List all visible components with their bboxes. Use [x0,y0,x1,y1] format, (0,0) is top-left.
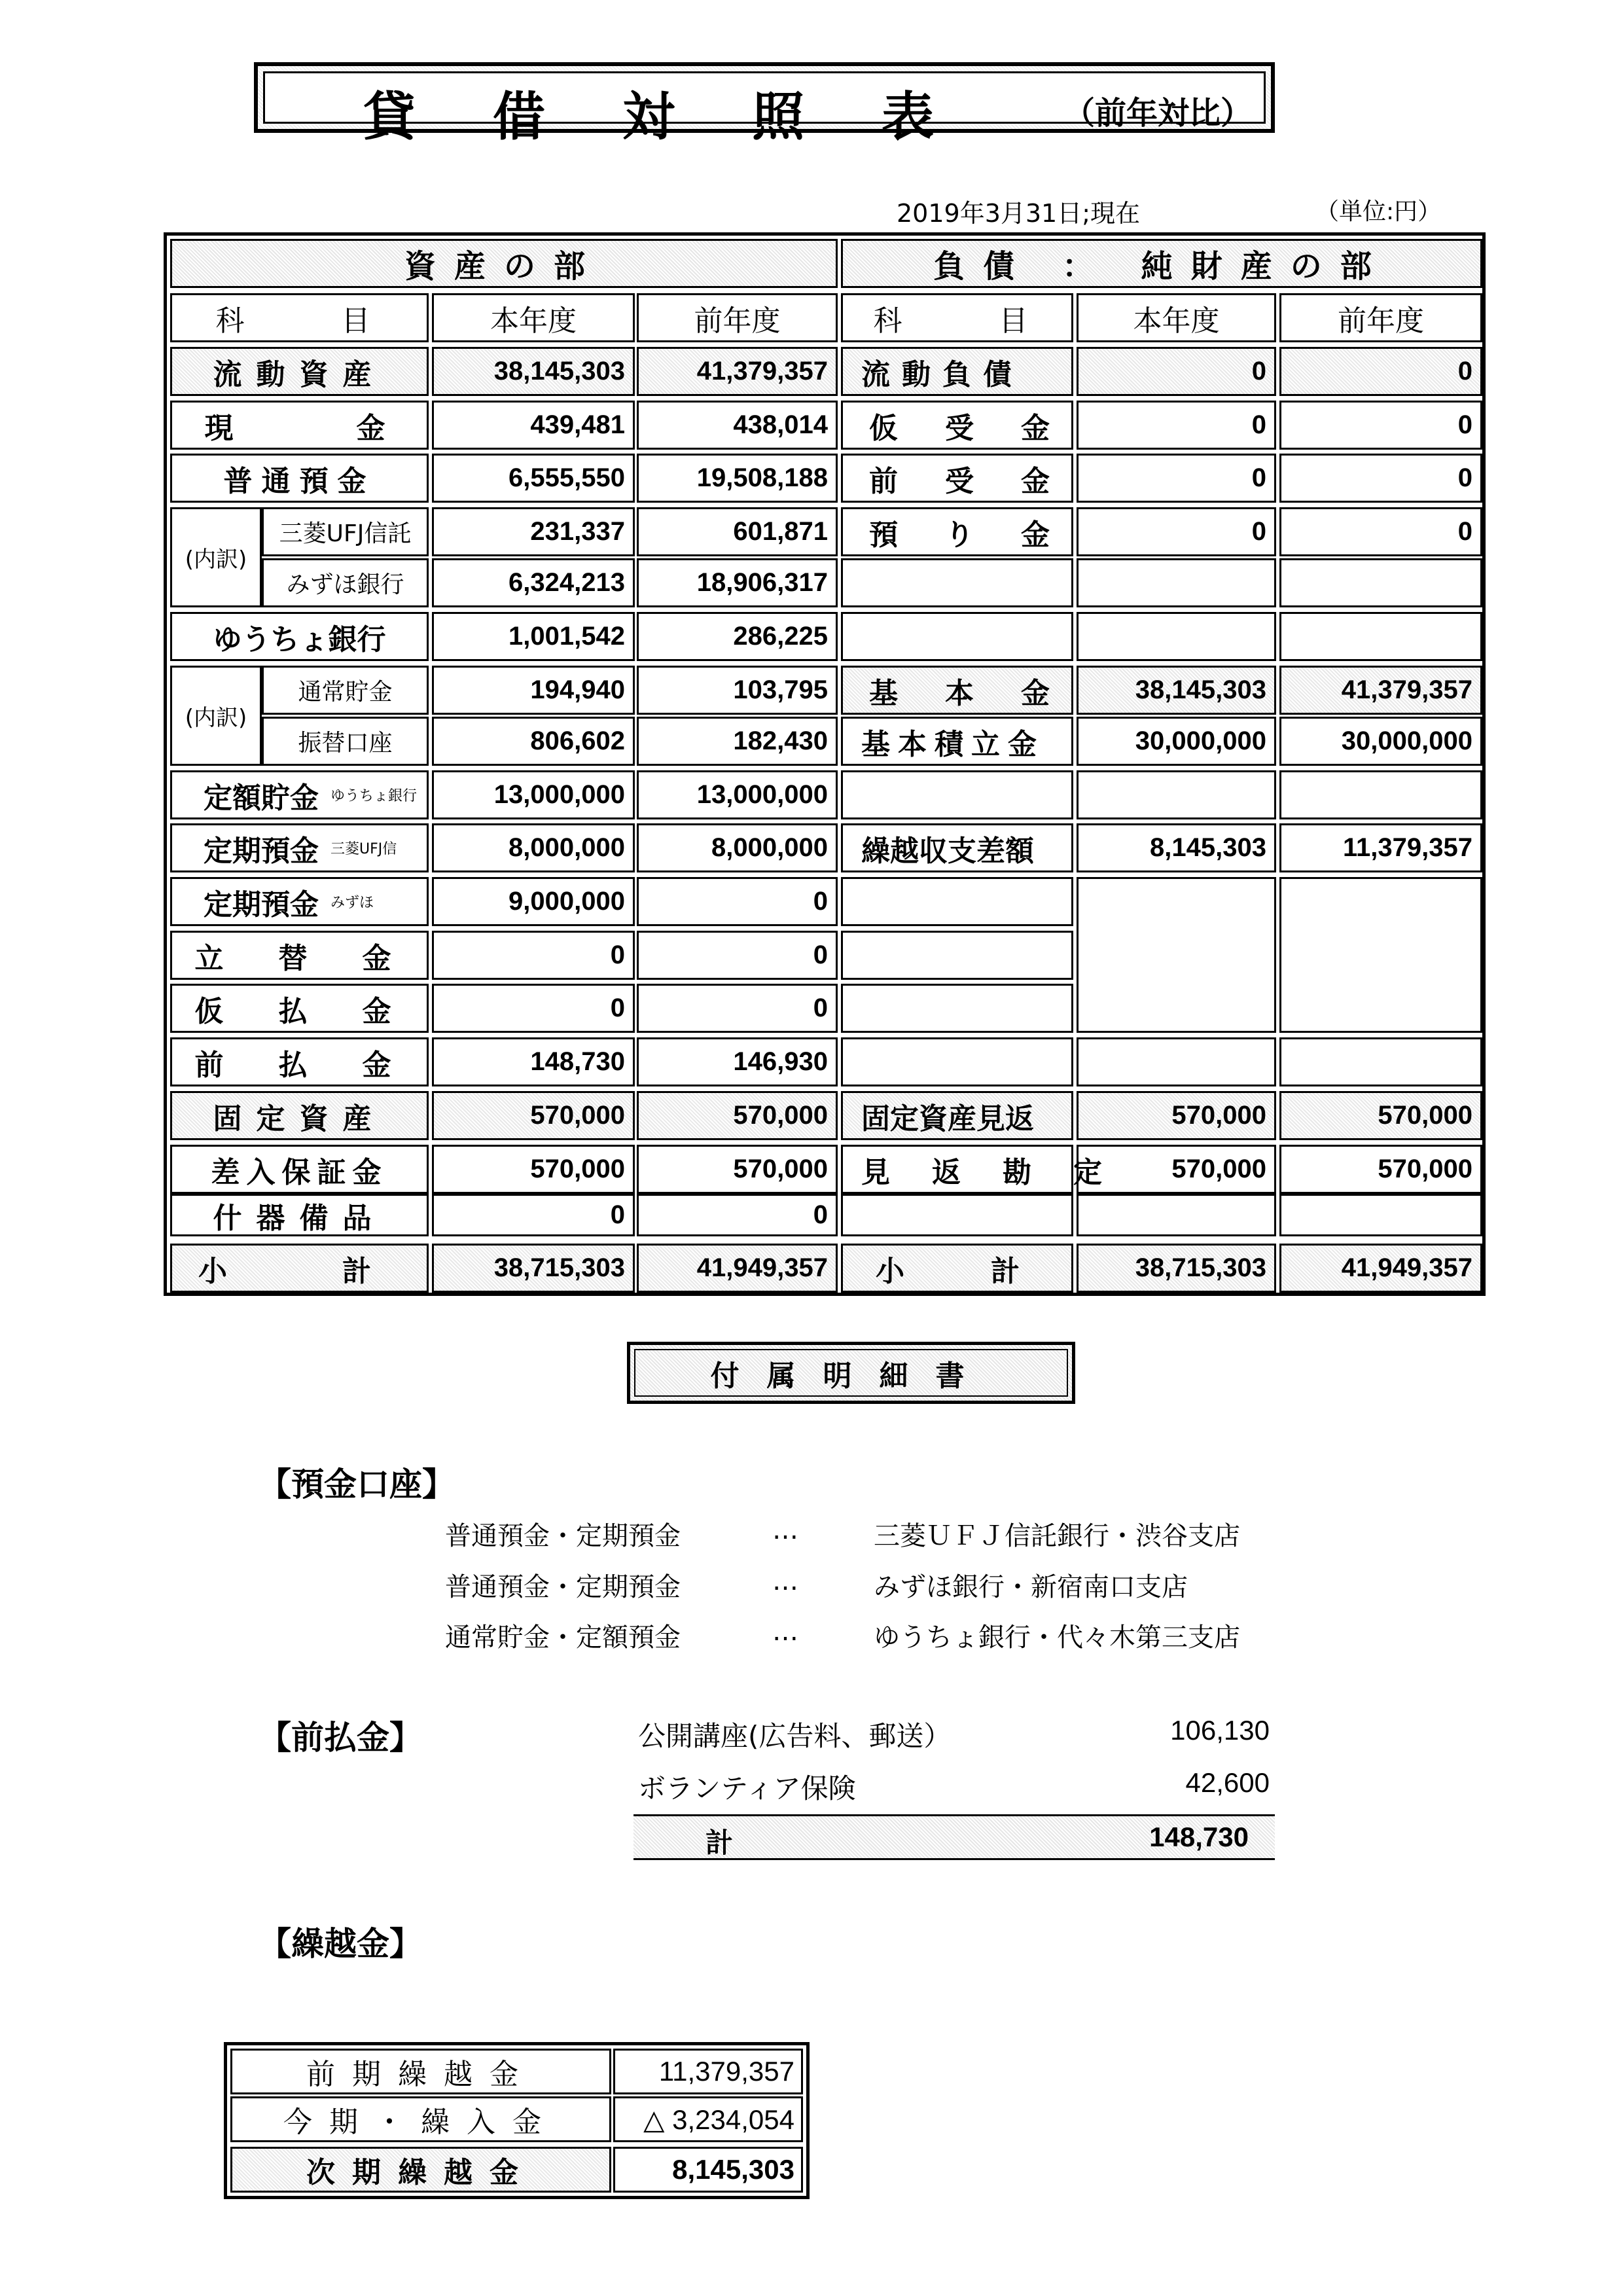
carryover-balance-cy: 8,145,303 [1077,823,1276,872]
col-header-current: 本年度 [432,293,635,342]
carryover-label: 次期繰越金 [230,2147,611,2193]
fixed-amount-savings-name: 定額貯金 [204,781,319,815]
prepaid-cy: 148,730 [432,1037,635,1086]
carryover-value: △ 3,234,054 [613,2096,803,2142]
guarantee-deposit-cy: 570,000 [432,1145,635,1194]
prepaid-item-label: ボランティア保険 [638,1772,856,1804]
empty-cell [1077,1194,1276,1236]
mufg-trust-label: 三菱UFJ信託 [262,507,429,556]
prepaid-py: 146,930 [637,1037,838,1086]
normal-savings-cy: 194,940 [432,666,635,715]
carryover-title: 【繰越金】 [259,1925,422,1963]
empty-cell [841,931,1073,980]
deposit-type: 普通預金・定期預金 [445,1521,681,1551]
fixed-assets-label: 固定資産 [170,1091,429,1140]
basic-fund-label: 基 本 金 [841,666,1073,715]
empty-cell [1279,1037,1482,1086]
attachment-title: 付属明細書 [634,1349,1068,1397]
empty-cell [841,770,1073,819]
advances-cy: 0 [432,931,635,980]
empty-cell [1279,612,1482,661]
equipment-cy: 0 [432,1194,635,1236]
empty-cell [1077,770,1276,819]
equipment-py: 0 [637,1194,838,1236]
guarantee-deposit-py: 570,000 [637,1145,838,1194]
suspense-payment-cy: 0 [432,984,635,1033]
as-of-date: 2019年3月31日;現在 [897,199,1141,228]
col-header-item: 科 目 [841,293,1073,342]
basic-fund-py: 41,379,357 [1279,666,1482,715]
deposit-bank: みずほ銀行・新宿南口支店 [874,1572,1188,1602]
document-title: 貸借対照表 [363,86,1011,147]
deposit-accounts-title: 【預金口座】 [259,1465,455,1503]
carryover-balance-py: 11,379,357 [1279,823,1482,872]
fixed-asset-offset-label: 固定資産見返 [841,1091,1073,1140]
empty-cell [841,1194,1073,1236]
cash-cy: 439,481 [432,401,635,450]
fixed-asset-offset-cy: 570,000 [1077,1091,1276,1140]
normal-savings-py: 103,795 [637,666,838,715]
suspense-receipt-py: 0 [1279,401,1482,450]
empty-cell [841,1037,1073,1086]
document-title-inner [263,71,1266,147]
col-header-prior: 前年度 [1279,293,1482,342]
deposit-sep: … [772,1515,798,1545]
mizuho-py: 18,906,317 [637,558,838,607]
deposits-received-py: 0 [1279,507,1482,556]
fixed-amount-savings-note: ゆうちょ銀行 [330,788,418,804]
mizuho-label: みずほ銀行 [262,558,429,607]
carryover-label: 今期・繰入金 [230,2096,611,2142]
offset-account-label: 見 返 勘 定 [841,1145,1073,1194]
balance-sheet-table [164,232,1486,1296]
deposits-received-cy: 0 [1077,507,1276,556]
prepaid-label: 前 払 金 [170,1037,429,1086]
prepaid-total-value: 148,730 [1149,1821,1249,1852]
prepaid-item-label: 公開講座(広告料、郵送） [638,1720,952,1752]
assets-section-header: 資産の部 [170,239,838,288]
empty-cell [1279,877,1482,1033]
empty-cell [841,612,1073,661]
empty-cell [841,877,1073,926]
carryover-value: 11,379,357 [613,2049,803,2094]
time-deposit-mufg-name: 定期預金 [204,834,319,868]
equipment-label: 什器備品 [170,1194,429,1236]
basic-fund-cy: 38,145,303 [1077,666,1276,715]
empty-cell [1077,558,1276,607]
suspense-payment-py: 0 [637,984,838,1033]
advances-py: 0 [637,931,838,980]
current-liabilities-label: 流動負債 [841,347,1073,396]
empty-cell [1279,770,1482,819]
advances-label: 立 替 金 [170,931,429,980]
assets-subtotal-label: 小 計 [170,1244,429,1293]
col-header-item: 科 目 [170,293,429,342]
time-deposit-mufg-label [170,823,429,872]
col-header-current: 本年度 [1077,293,1276,342]
prepaid-item-value: 106,130 [1170,1715,1270,1746]
cash-label: 現 金 [170,401,429,450]
unit-label: （単位:円） [1315,198,1442,225]
deposit-sep: … [772,1617,798,1647]
assets-subtotal-cy: 38,715,303 [432,1244,635,1293]
prepaid-total-row [633,1814,1275,1860]
suspense-receipt-cy: 0 [1077,401,1276,450]
advance-received-cy: 0 [1077,454,1276,503]
time-deposit-mizuho-cy: 9,000,000 [432,877,635,926]
time-deposit-mizuho-note: みずほ [330,895,374,911]
liabilities-section-header: 負債 ： 純財産の部 [841,239,1482,288]
offset-account-py: 570,000 [1279,1145,1482,1194]
transfer-account-py: 182,430 [637,717,838,766]
col-header-prior: 前年度 [637,293,838,342]
carryover-value: 8,145,303 [613,2147,803,2193]
mufg-trust-cy: 231,337 [432,507,635,556]
yucho-py: 286,225 [637,612,838,661]
current-liabilities-py: 0 [1279,347,1482,396]
fixed-amount-savings-cy: 13,000,000 [432,770,635,819]
transfer-account-cy: 806,602 [432,717,635,766]
empty-cell [1077,1037,1276,1086]
deposit-type: 通常貯金・定額預金 [445,1623,681,1653]
cash-py: 438,014 [637,401,838,450]
carryover-balance-label: 繰越収支差額 [841,823,1073,872]
carryover-table [224,2042,810,2199]
mufg-trust-py: 601,871 [637,507,838,556]
current-assets-label: 流動資産 [170,347,429,396]
empty-cell [1077,612,1276,661]
empty-cell [841,558,1073,607]
breakdown-label: (内訳) [170,666,262,766]
time-deposit-mizuho-py: 0 [637,877,838,926]
breakdown-label: (内訳) [170,507,262,607]
fixed-amount-savings-py: 13,000,000 [637,770,838,819]
time-deposit-mizuho-name: 定期預金 [204,888,319,922]
deposit-type: 普通預金・定期預金 [445,1572,681,1602]
liabilities-subtotal-cy: 38,715,303 [1077,1244,1276,1293]
ordinary-deposit-py: 19,508,188 [637,454,838,503]
advance-received-label: 前 受 金 [841,454,1073,503]
advance-received-py: 0 [1279,454,1482,503]
ordinary-deposit-label: 普通預金 [170,454,429,503]
time-deposit-mizuho-label [170,877,429,926]
current-liabilities-cy: 0 [1077,347,1276,396]
empty-cell [1279,558,1482,607]
current-assets-cy: 38,145,303 [432,347,635,396]
ordinary-deposit-cy: 6,555,550 [432,454,635,503]
fixed-amount-savings-label [170,770,429,819]
attachment-title-box [627,1342,1075,1404]
deposits-received-label: 預 り 金 [841,507,1073,556]
suspense-payment-label: 仮 払 金 [170,984,429,1033]
document-title-box [254,62,1275,147]
empty-cell [841,984,1073,1033]
carryover-label: 前期繰越金 [230,2049,611,2094]
guarantee-deposit-label: 差入保証金 [170,1145,429,1194]
fixed-assets-py: 570,000 [637,1091,838,1140]
normal-savings-label: 通常貯金 [262,666,429,715]
fixed-assets-cy: 570,000 [432,1091,635,1140]
basic-reserve-py: 30,000,000 [1279,717,1482,766]
liabilities-subtotal-label: 小 計 [841,1244,1073,1293]
empty-cell [1279,1194,1482,1236]
prepaid-item-value: 42,600 [1185,1767,1270,1798]
fixed-asset-offset-py: 570,000 [1279,1091,1482,1140]
basic-reserve-cy: 30,000,000 [1077,717,1276,766]
time-deposit-mufg-cy: 8,000,000 [432,823,635,872]
basic-reserve-label: 基本積立金 [841,717,1073,766]
suspense-receipt-label: 仮 受 金 [841,401,1073,450]
empty-cell [1077,877,1276,1033]
yucho-label: ゆうちょ銀行 [170,612,429,661]
liabilities-subtotal-py: 41,949,357 [1279,1244,1482,1293]
current-assets-py: 41,379,357 [637,347,838,396]
document-subtitle: （前年対比） [1063,95,1253,132]
time-deposit-mufg-note: 三菱UFJ信 [330,841,397,857]
time-deposit-mufg-py: 8,000,000 [637,823,838,872]
yucho-cy: 1,001,542 [432,612,635,661]
offset-account-cy: 570,000 [1077,1145,1276,1194]
transfer-account-label: 振替口座 [262,717,429,766]
deposit-sep: … [772,1566,798,1596]
prepaid-detail-title: 【前払金】 [259,1719,422,1757]
mizuho-cy: 6,324,213 [432,558,635,607]
deposit-bank: 三菱ＵＦＪ信託銀行・渋谷支店 [874,1521,1240,1551]
deposit-bank: ゆうちょ銀行・代々木第三支店 [874,1623,1240,1653]
prepaid-total-label: 計 [705,1827,734,1859]
assets-subtotal-py: 41,949,357 [637,1244,838,1293]
